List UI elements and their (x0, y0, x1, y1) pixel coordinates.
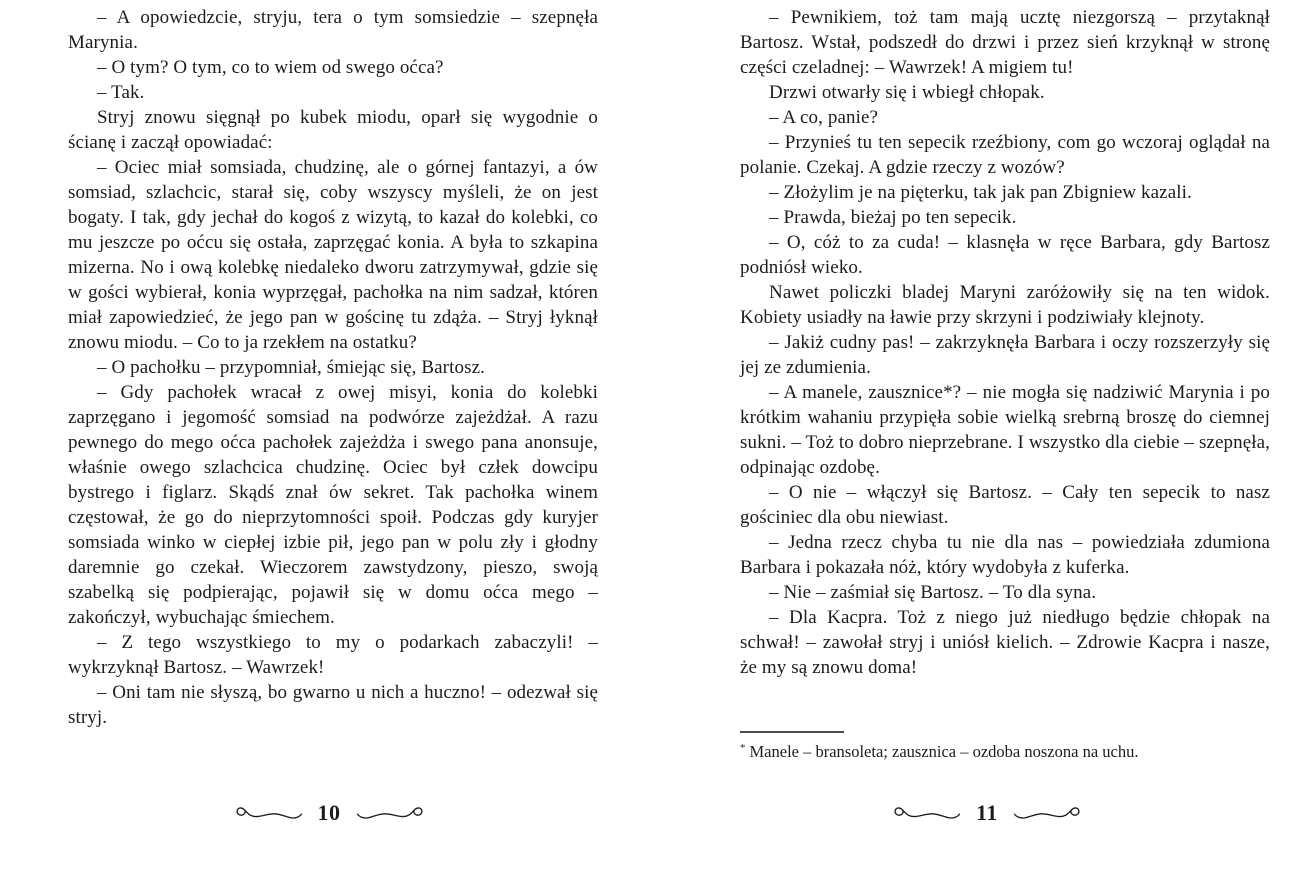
paragraph: – Tak. (97, 82, 145, 103)
paragraph: Stryj znowu sięgnął po kubek miodu, oparł się wygodnie o ścianę i zaczął opowiadać: (68, 107, 598, 153)
paragraph: – Ociec miał somsiada, chudzinę, ale o górnej fantazyi, a ów somsiad, szlachcic, starał się, coby wszyscy myśleli, że on jest bogaty. I tak, gdy jechał do kogoś z wizytą, to kazał do kolebki, co mu jeszcze po oćcu się ostała, zaprzęgać konia. A była to szkapina mizerna. No i ową kolebkę niedaleko dworu zatrzymywał, gdzie się w gości wybierał, konia wyprzęgał, pachołka na nim sadzał, któren miał zapowiedzieć, że jego pan w gościnę tu zdąża. – Stryj łyknął znowu miodu. – Co to ja rzekłem na ostatku? (68, 157, 598, 353)
paragraph: – Jedna rzecz chyba tu nie dla nas – powiedziała zdumiona Barbara i pokazała nóż, który wydobyła z kuferka. (740, 532, 1270, 578)
paragraph: – Gdy pachołek wracał z owej misyi, konia do kolebki zaprzęgano i jegomość somsiad na podwórze zajeżdżał. A razu pewnego do mego oćca pachołek zajeżdża i swego pana anonsuje, właśnie owego szlachcica chudzinę. Ociec był człek dowcipu bystrego i figlarz. Skądś znał ów sekret. Tak pachołka winem częstował, że go do nieprzytomności spoił. Podczas gdy kuryjer somsiada winko w ciepłej izbie pił, jego pan w polu zły i głodny daremnie go czekał. Wieczorem zawstydzony, pieszo, swoją szabelką się podpierając, pojawił się w domu oćca mego – zakończył, wybuchając śmiechem. (68, 382, 598, 628)
page-number-left: 10 (317, 800, 341, 825)
footnote (740, 731, 1270, 762)
paragraph: – Prawda, bieżaj po ten sepecik. (769, 207, 1017, 228)
paragraph: – O nie – włączył się Bartosz. – Cały ten sepecik to nasz gościniec dla obu niewiast. (740, 482, 1270, 528)
flourish-right-icon (1013, 804, 1085, 824)
flourish-left-icon (889, 804, 961, 824)
page-left-text (68, 5, 598, 730)
page-right-text (740, 5, 1270, 680)
paragraph: – Z tego wszystkiego to my o podarkach zabaczyli! – wykrzyknął Bartosz. – Wawrzek! (68, 632, 598, 678)
footnote-marker: * (740, 741, 746, 754)
page-left-footer (0, 799, 658, 829)
paragraph: – Przynieś tu ten sepecik rzeźbiony, com go wczoraj oglądał na polanie. Czekaj. A gdzie rzeczy z wozów? (740, 132, 1270, 178)
page-right (658, 0, 1316, 876)
footnote-rule (740, 731, 844, 733)
flourish-left-icon (231, 804, 303, 824)
paragraph: – Dla Kacpra. Toż z niego już niedługo będzie chłopak na schwał! – zawołał stryj i uniósł kielich. – Zdrowie Kacpra i nasze, że my są znowu doma! (740, 607, 1270, 678)
paragraph: – O, cóż to za cuda! – klasnęła w ręce Barbara, gdy Bartosz podniósł wieko. (740, 232, 1270, 278)
page-right-footer (658, 799, 1316, 829)
footnote-text: Manele – bransoleta; zausznica – ozdoba noszona na uchu. (749, 742, 1139, 761)
page-number-right: 11 (976, 800, 998, 825)
paragraph: Drzwi otwarły się i wbiegł chłopak. (769, 82, 1045, 103)
paragraph: – Oni tam nie słyszą, bo gwarno u nich a huczno! – odezwał się stryj. (68, 682, 598, 728)
flourish-right-icon (356, 804, 428, 824)
paragraph: – A co, panie? (769, 107, 879, 128)
paragraph: – A opowiedzcie, stryju, tera o tym somsiedzie – szepnęła Marynia. (68, 7, 598, 53)
paragraph: – O pachołku – przypomniał, śmiejąc się, Bartosz. (97, 357, 485, 378)
paragraph: – Pewnikiem, toż tam mają ucztę niezgorszą – przytaknął Bartosz. Wstał, podszedł do drzwi i przez sień krzyknął w stronę części czeladnej: – Wawrzek! A migiem tu! (740, 7, 1270, 78)
footnote-text-line (740, 741, 1270, 762)
paragraph: – O tym? O tym, co to wiem od swego oćca? (97, 57, 444, 78)
paragraph: – Złożylim je na pięterku, tak jak pan Zbigniew kazali. (769, 182, 1192, 203)
paragraph: – Nie – zaśmiał się Bartosz. – To dla syna. (769, 582, 1097, 603)
paragraph: Nawet policzki bladej Maryni zaróżowiły się na ten widok. Kobiety usiadły na ławie przy skrzyni i podziwiały klejnoty. (740, 282, 1270, 328)
paragraph: – Jakiż cudny pas! – zakrzyknęła Barbara i oczy rozszerzyły się jej ze zdumienia. (740, 332, 1270, 378)
paragraph: – A manele, zausznice*? – nie mogła się nadziwić Marynia i po krótkim wahaniu przypięła sobie wielką srebrną broszę do ciemnej sukni. – Toż to dobro nieprzebrane. I wszystko dla ciebie – szepnęła, odpinając ozdobę. (740, 382, 1270, 478)
